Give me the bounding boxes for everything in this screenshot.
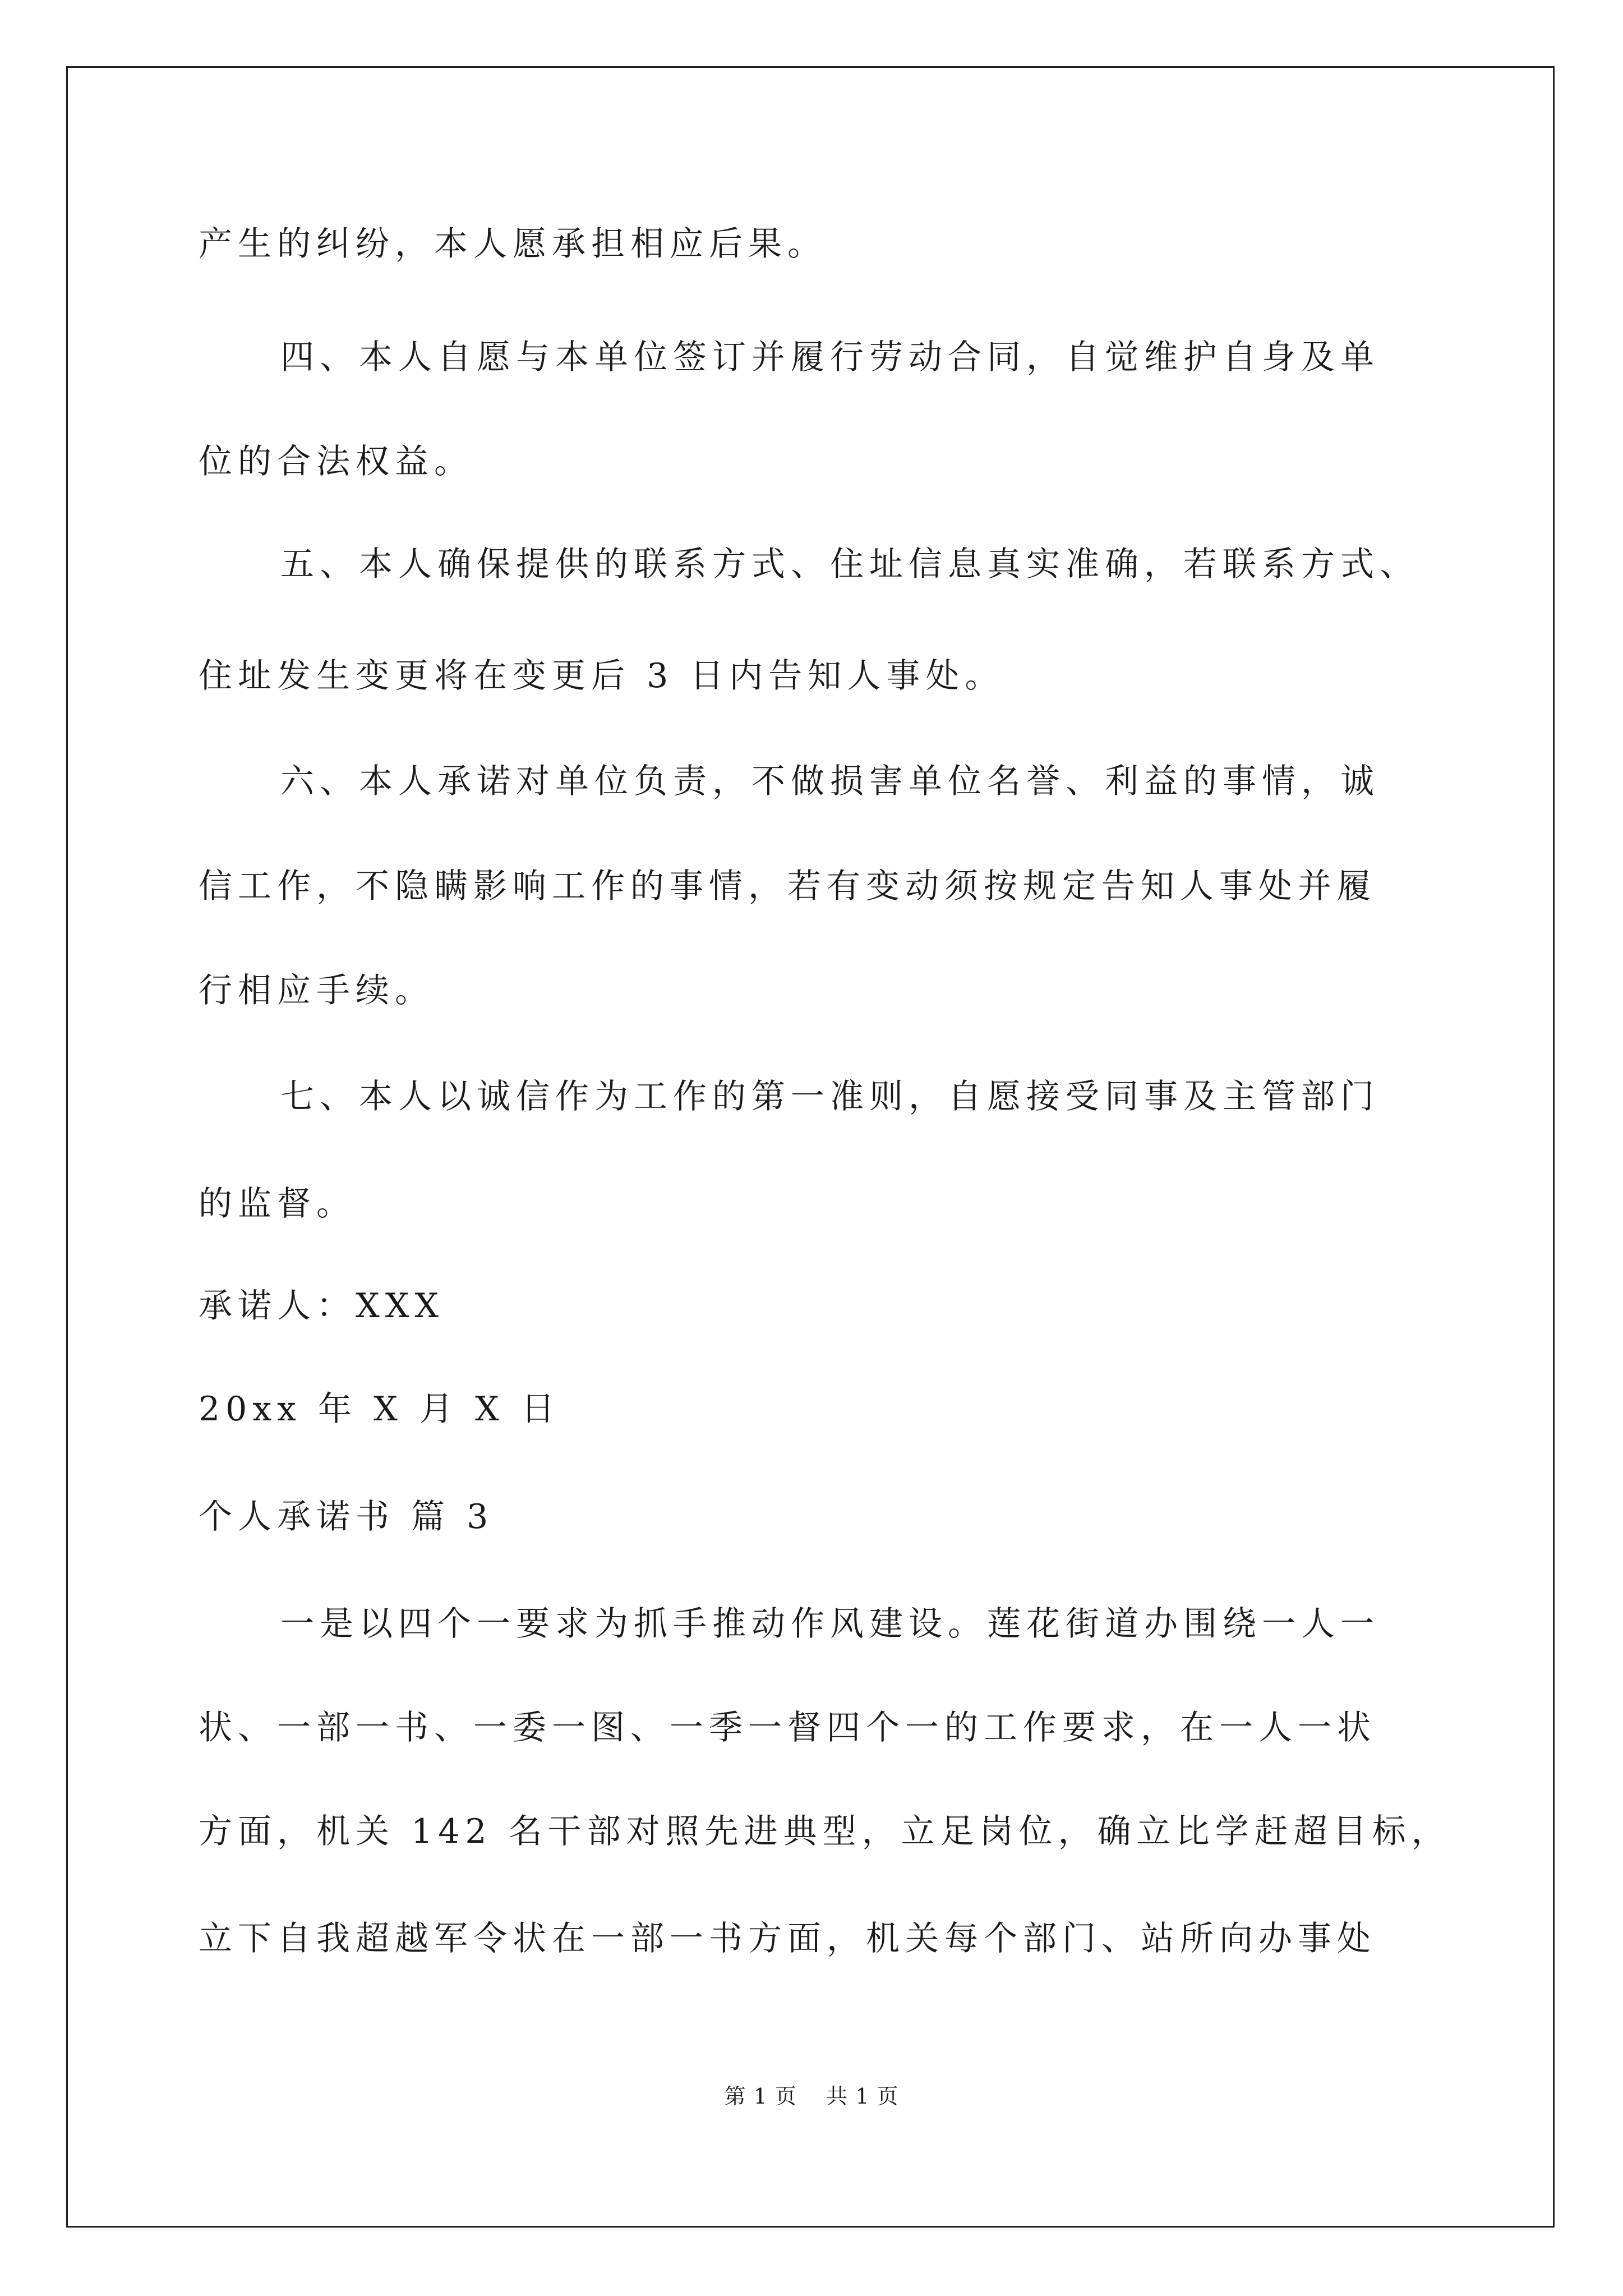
section-heading: 个人承诺书 篇 3	[199, 1497, 494, 1536]
body-line: 一是以四个一要求为抓手推动作风建设。莲花街道办围绕一人一	[280, 1604, 1380, 1644]
clause-five: 五、本人确保提供的联系方式、住址信息真实准确，若联系方式、	[280, 545, 1419, 584]
clause-four: 四、本人自愿与本单位签订并履行劳动合同，自觉维护自身及单	[280, 338, 1380, 377]
page-border	[66, 66, 1555, 2228]
body-line: 住址发生变更将在变更后 3 日内告知人事处。	[199, 656, 1004, 696]
date-line: 20xx 年 X 月 X 日	[199, 1389, 560, 1429]
body-line: 状、一部一书、一委一图、一季一督四个一的工作要求，在一人一状	[199, 1708, 1376, 1747]
signatory-line: 承诺人：XXX	[199, 1286, 445, 1326]
body-line: 产生的纠纷，本人愿承担相应后果。	[199, 224, 827, 264]
body-line: 行相应手续。	[199, 971, 434, 1010]
clause-seven: 七、本人以诚信作为工作的第一准则，自愿接受同事及主管部门	[280, 1077, 1380, 1116]
page-footer: 第 1 页 共 1 页	[724, 2084, 899, 2109]
clause-six: 六、本人承诺对单位负责，不做损害单位名誉、利益的事情，诚	[280, 762, 1380, 801]
body-line: 位的合法权益。	[199, 442, 473, 481]
body-line: 信工作，不隐瞒影响工作的事情，若有变动须按规定告知人事处并履	[199, 867, 1376, 906]
body-line: 立下自我超越军令状在一部一书方面，机关每个部门、站所向办事处	[199, 1919, 1376, 1958]
body-line: 的监督。	[199, 1184, 356, 1223]
body-line: 方面，机关 142 名干部对照先进典型，立足岗位，确立比学赶超目标，	[199, 1812, 1451, 1851]
